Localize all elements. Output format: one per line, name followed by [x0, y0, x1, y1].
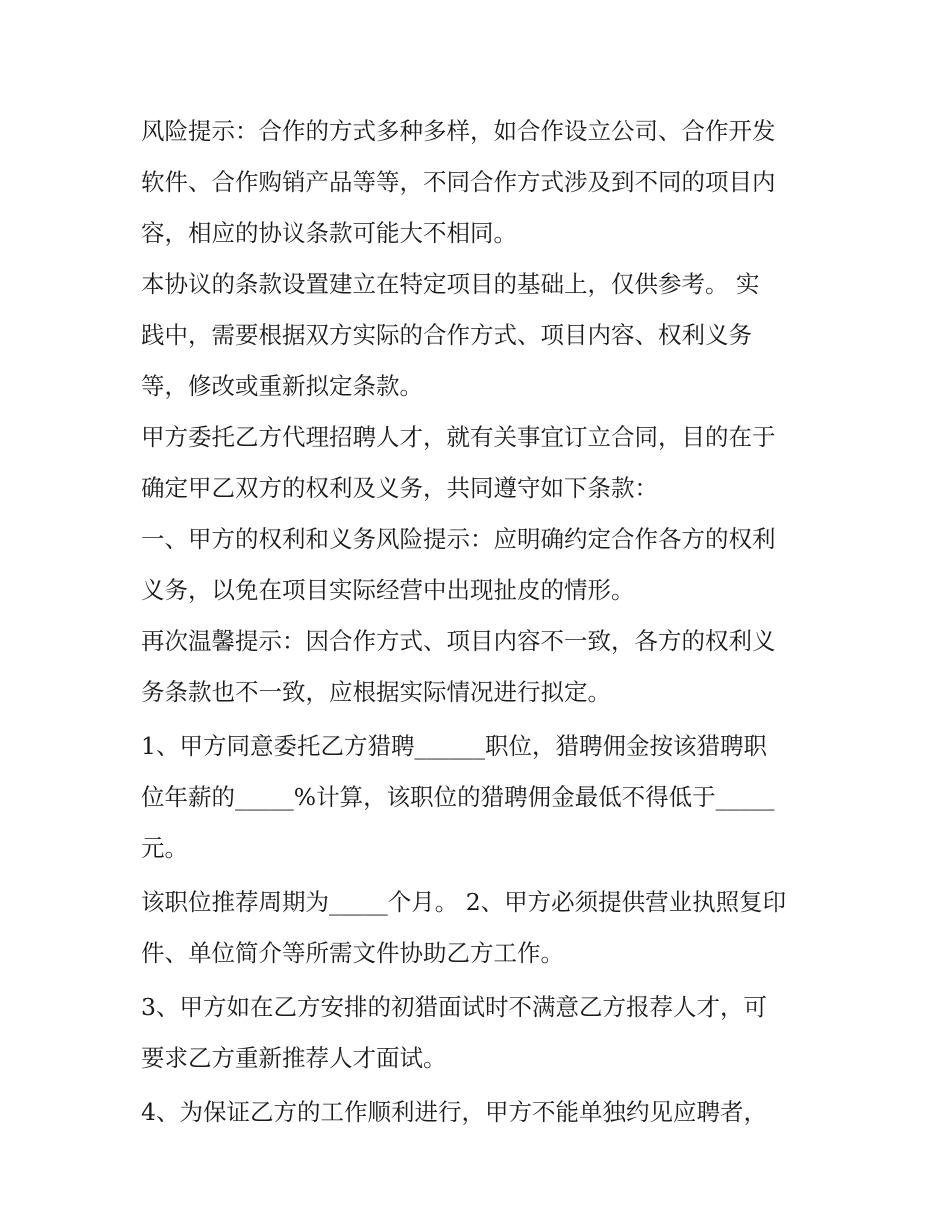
text-line: 践中，需要根据双方实际的合作方式、项目内容、权利义务: [141, 321, 752, 349]
text-line: 软件、合作购销产品等等，不同合作方式涉及到不同的项目内: [141, 168, 776, 196]
text-line: 务条款也不一致，应根据实际情况进行拟定。: [141, 678, 611, 706]
text-line: 甲方委托乙方代理招聘人才，就有关事宜订立合同，目的在于: [141, 423, 776, 451]
text-line: 风险提示：合作的方式多种多样，如合作设立公司、合作开发: [141, 117, 776, 145]
text-line: 3、甲方如在乙方安排的初猎面试时不满意乙方报荐人才，可: [141, 993, 767, 1021]
document-body: [141, 106, 821, 1138]
text-line: 1、甲方同意委托乙方猎聘______职位，猎聘佣金按该猎聘职: [141, 732, 767, 760]
text-line: 位年薪的_____%计算，该职位的猎聘佣金最低不得低于_____: [141, 783, 775, 811]
text-line: 元。: [141, 834, 188, 862]
text-line: 等，修改或重新拟定条款。: [141, 372, 423, 400]
text-line: 要求乙方重新推荐人才面试。: [141, 1044, 447, 1072]
text-line: 该职位推荐周期为_____个月。 2、甲方必须提供营业执照复印: [141, 888, 787, 916]
text-line: 义务，以免在项目实际经营中出现扯皮的情形。: [141, 576, 635, 604]
text-line: 4、为保证乙方的工作顺利进行，甲方不能单独约见应聘者，: [141, 1098, 767, 1126]
text-line: 一、甲方的权利和义务风险提示：应明确约定合作各方的权利: [141, 525, 776, 553]
text-line: 容，相应的协议条款可能大不相同。: [141, 219, 517, 247]
text-line: 确定甲乙双方的权利及义务，共同遵守如下条款：: [141, 474, 658, 502]
text-line: 本协议的条款设置建立在特定项目的基础上，仅供参考。 实: [141, 270, 760, 298]
text-line: 再次温馨提示：因合作方式、项目内容不一致，各方的权利义: [141, 627, 776, 655]
text-line: 件、单位简介等所需文件协助乙方工作。: [141, 939, 564, 967]
